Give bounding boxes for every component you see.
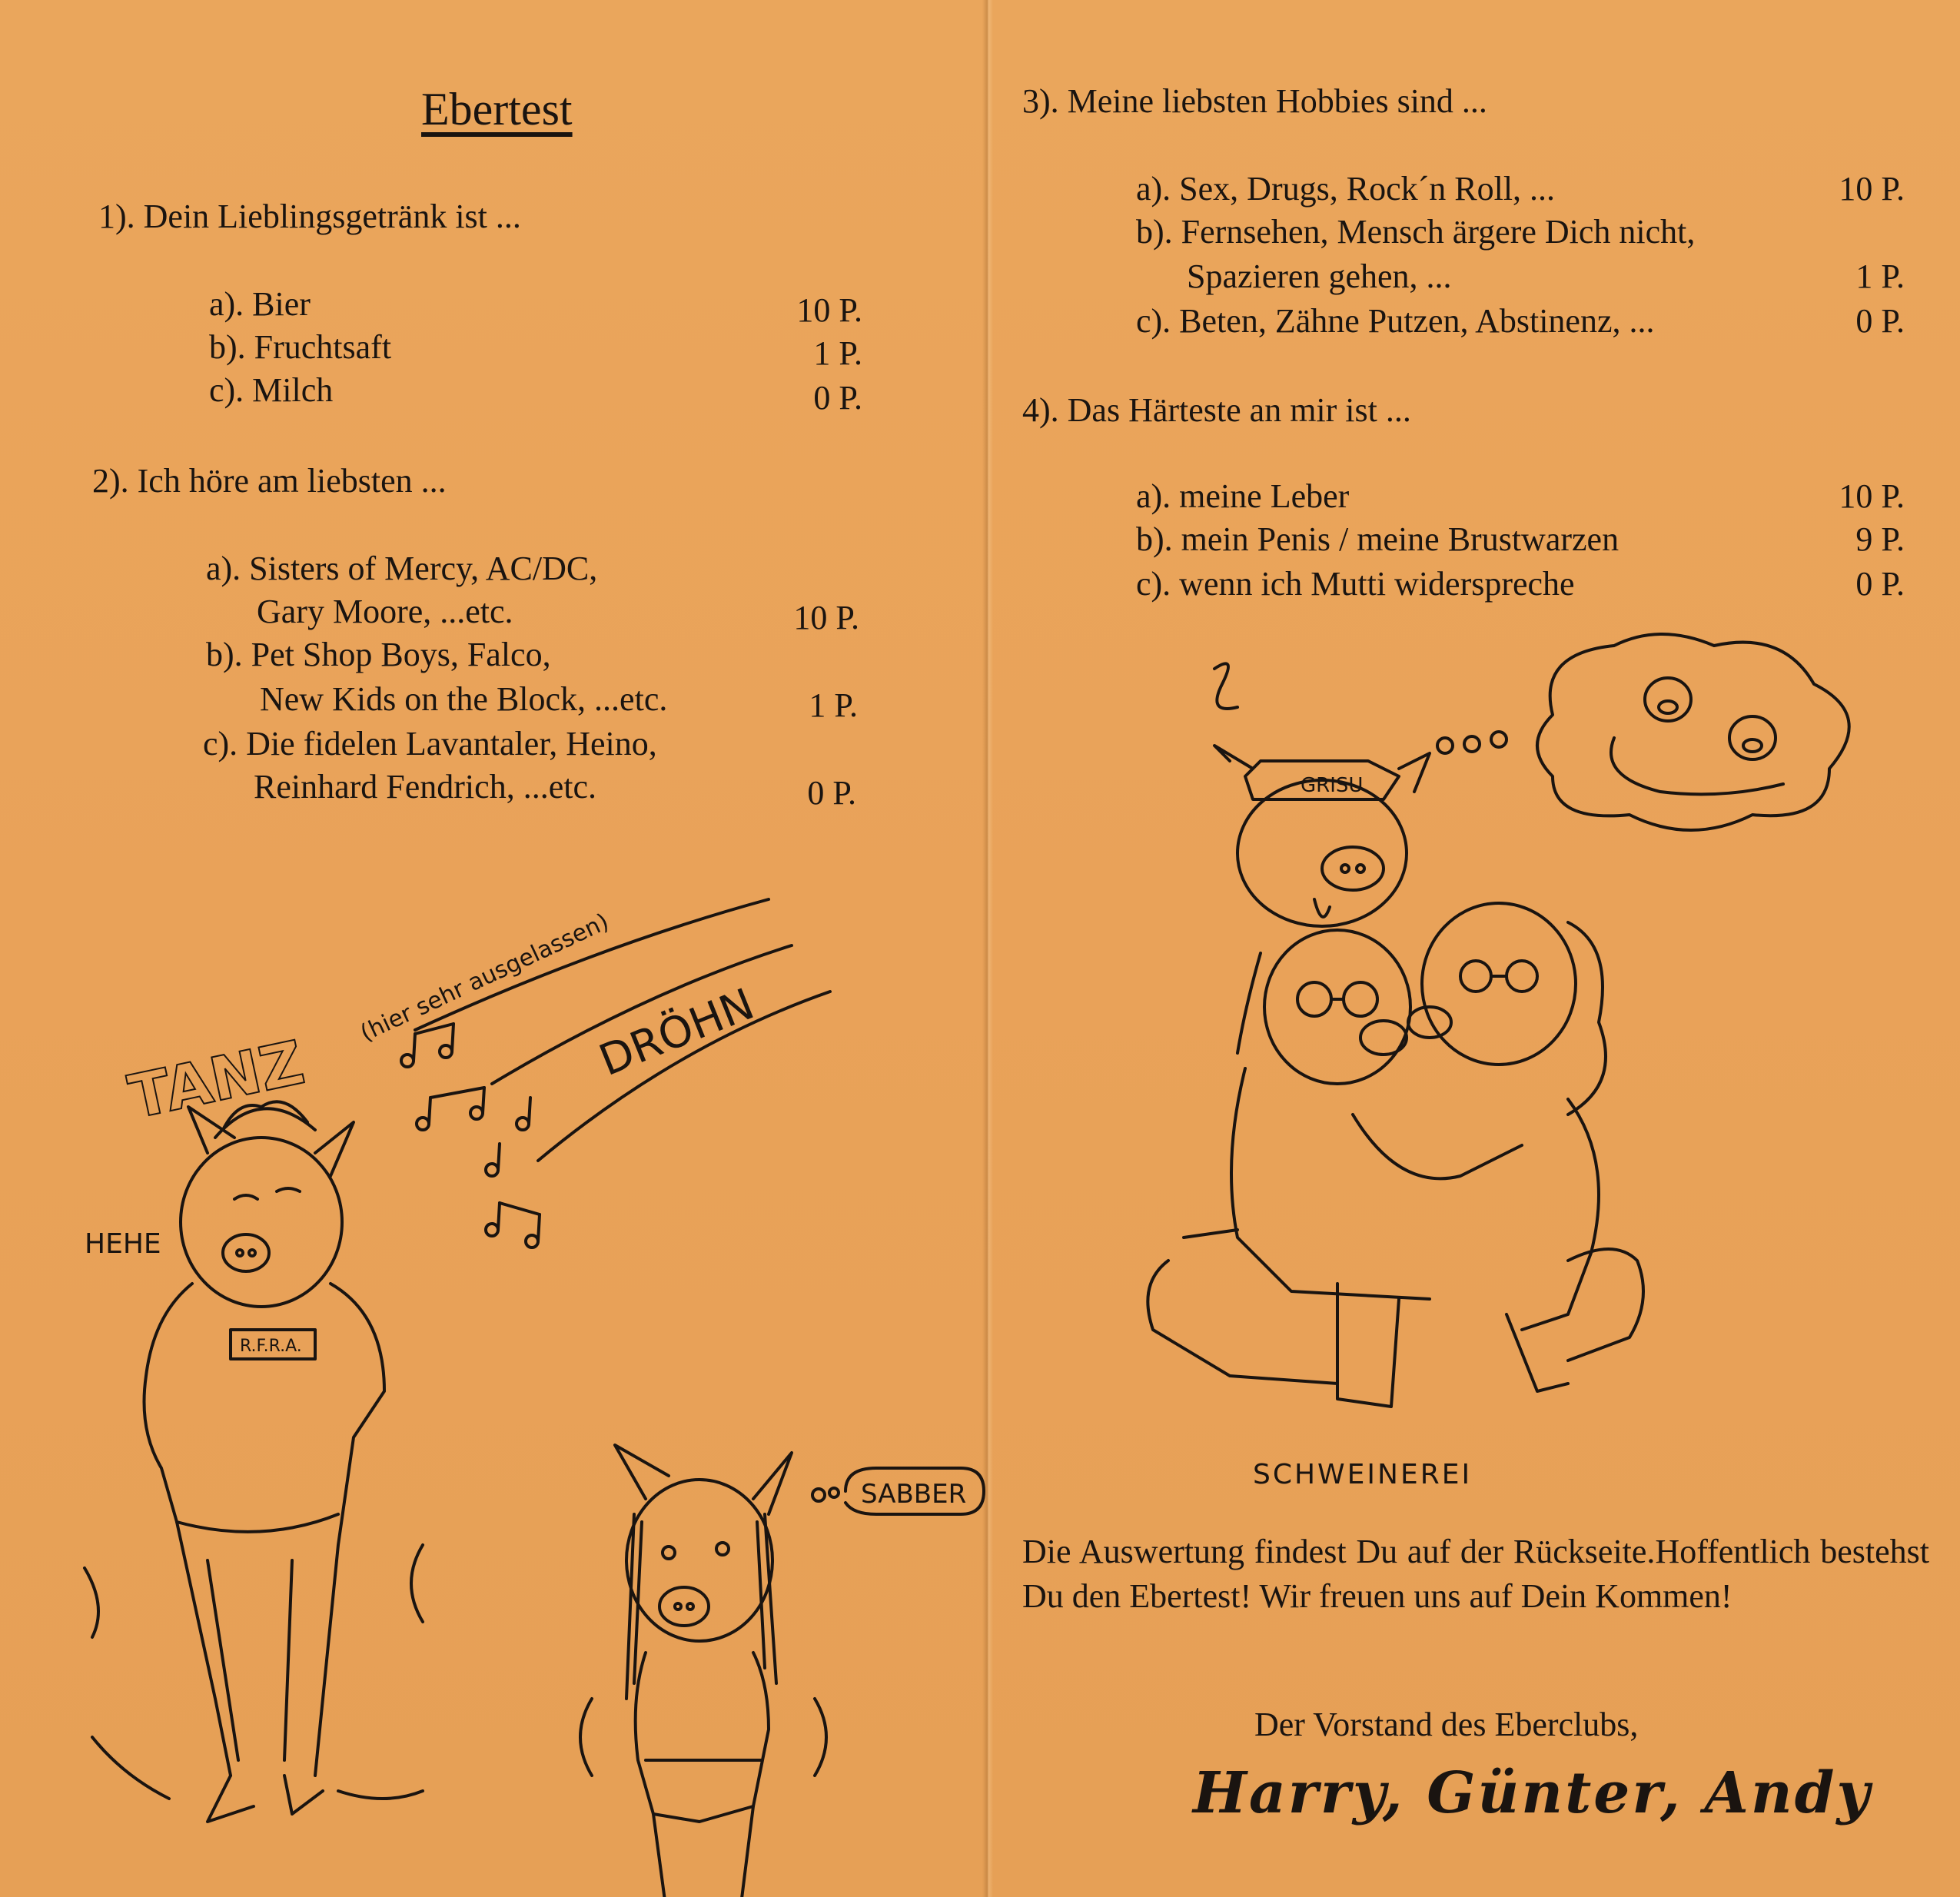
caption-label: SCHWEINEREI bbox=[1253, 1459, 1473, 1490]
q1-option-a-points: 10 P. bbox=[796, 291, 862, 329]
q3-option-a: a). Sex, Drugs, Rock´n Roll, ... bbox=[1136, 170, 1556, 208]
question-4: 4). Das Härteste an mir ist ... bbox=[1022, 391, 1411, 429]
q3-option-b-line2: Spazieren gehen, ... bbox=[1187, 257, 1452, 295]
q4-option-c: c). wenn ich Mutti widerspreche bbox=[1136, 565, 1575, 603]
q4-option-a-points: 10 P. bbox=[1839, 477, 1905, 515]
signature-intro: Der Vorstand des Eberclubs, bbox=[1254, 1706, 1639, 1743]
question-1: 1). Dein Lieblingsgetränk ist ... bbox=[98, 198, 521, 235]
q3-option-b-points: 1 P. bbox=[1855, 257, 1905, 295]
q1-option-b-points: 1 P. bbox=[813, 334, 862, 372]
curly-pig bbox=[1408, 903, 1606, 1115]
question-2: 2). Ich höre am liebsten ... bbox=[92, 462, 447, 500]
cap-label: GRISU bbox=[1301, 774, 1364, 797]
dancing-pigs-cartoon bbox=[61, 853, 967, 1852]
droehn-label: DRÖHN bbox=[592, 979, 762, 1086]
thought-cloud bbox=[1537, 634, 1849, 830]
q2-option-b-points: 1 P. bbox=[809, 686, 858, 724]
cap-pig bbox=[1214, 746, 1430, 926]
q4-option-c-points: 0 P. bbox=[1855, 565, 1905, 603]
q2-option-c-line1: c). Die fidelen Lavantaler, Heino, bbox=[203, 725, 657, 762]
tanz-note: (hier sehr ausgelassen) bbox=[356, 908, 613, 1048]
hehe-label: HEHE bbox=[85, 1228, 161, 1260]
q2-option-a-line1: a). Sisters of Mercy, AC/DC, bbox=[206, 550, 598, 587]
music-notes-icon bbox=[401, 1024, 540, 1248]
q3-option-c: c). Beten, Zähne Putzen, Abstinenz, ... bbox=[1136, 302, 1655, 340]
q1-option-c-points: 0 P. bbox=[813, 379, 862, 417]
closing-paragraph: Die Auswertung findest Du auf der Rückseite.Hoffentlich bestehst Du den Ebertest! Wir freuen uns auf Dein Kommen! bbox=[1022, 1533, 1929, 1615]
q2-option-b-line1: b). Pet Shop Boys, Falco, bbox=[206, 636, 551, 673]
signature: Harry, Günter, Andy bbox=[1193, 1760, 1872, 1826]
sabber-label: SABBER bbox=[861, 1479, 967, 1510]
question-3: 3). Meine liebsten Hobbies sind ... bbox=[1022, 82, 1487, 120]
badge-label: R.F.R.A. bbox=[240, 1337, 302, 1356]
glasses-pig bbox=[1237, 930, 1410, 1084]
q2-option-c-line2: Reinhard Fendrich, ...etc. bbox=[254, 768, 596, 806]
q3-option-a-points: 10 P. bbox=[1839, 170, 1905, 208]
q4-option-a: a). meine Leber bbox=[1136, 477, 1350, 515]
q4-option-b: b). mein Penis / meine Brustwarzen bbox=[1136, 520, 1619, 558]
q4-option-b-points: 9 P. bbox=[1855, 520, 1905, 558]
page-title: Ebertest bbox=[421, 84, 573, 135]
sofa-pigs-cartoon bbox=[1138, 623, 1922, 1491]
center-fold bbox=[982, 0, 993, 1897]
q2-option-c-points: 0 P. bbox=[807, 774, 856, 812]
q1-option-c: c). Milch bbox=[209, 371, 334, 409]
q1-option-a: a). Bier bbox=[209, 285, 311, 323]
q2-option-a-points: 10 P. bbox=[793, 599, 859, 636]
q2-option-b-line2: New Kids on the Block, ...etc. bbox=[260, 680, 668, 718]
q3-option-b-line1: b). Fernsehen, Mensch ärgere Dich nicht, bbox=[1136, 213, 1696, 251]
tanz-label: TANZ bbox=[123, 1028, 311, 1133]
q3-option-c-points: 0 P. bbox=[1855, 302, 1905, 340]
right-pig bbox=[580, 1445, 826, 1897]
left-pig bbox=[85, 1101, 423, 1822]
q2-option-a-line2: Gary Moore, ...etc. bbox=[257, 593, 513, 630]
q1-option-b: b). Fruchtsaft bbox=[209, 328, 392, 366]
